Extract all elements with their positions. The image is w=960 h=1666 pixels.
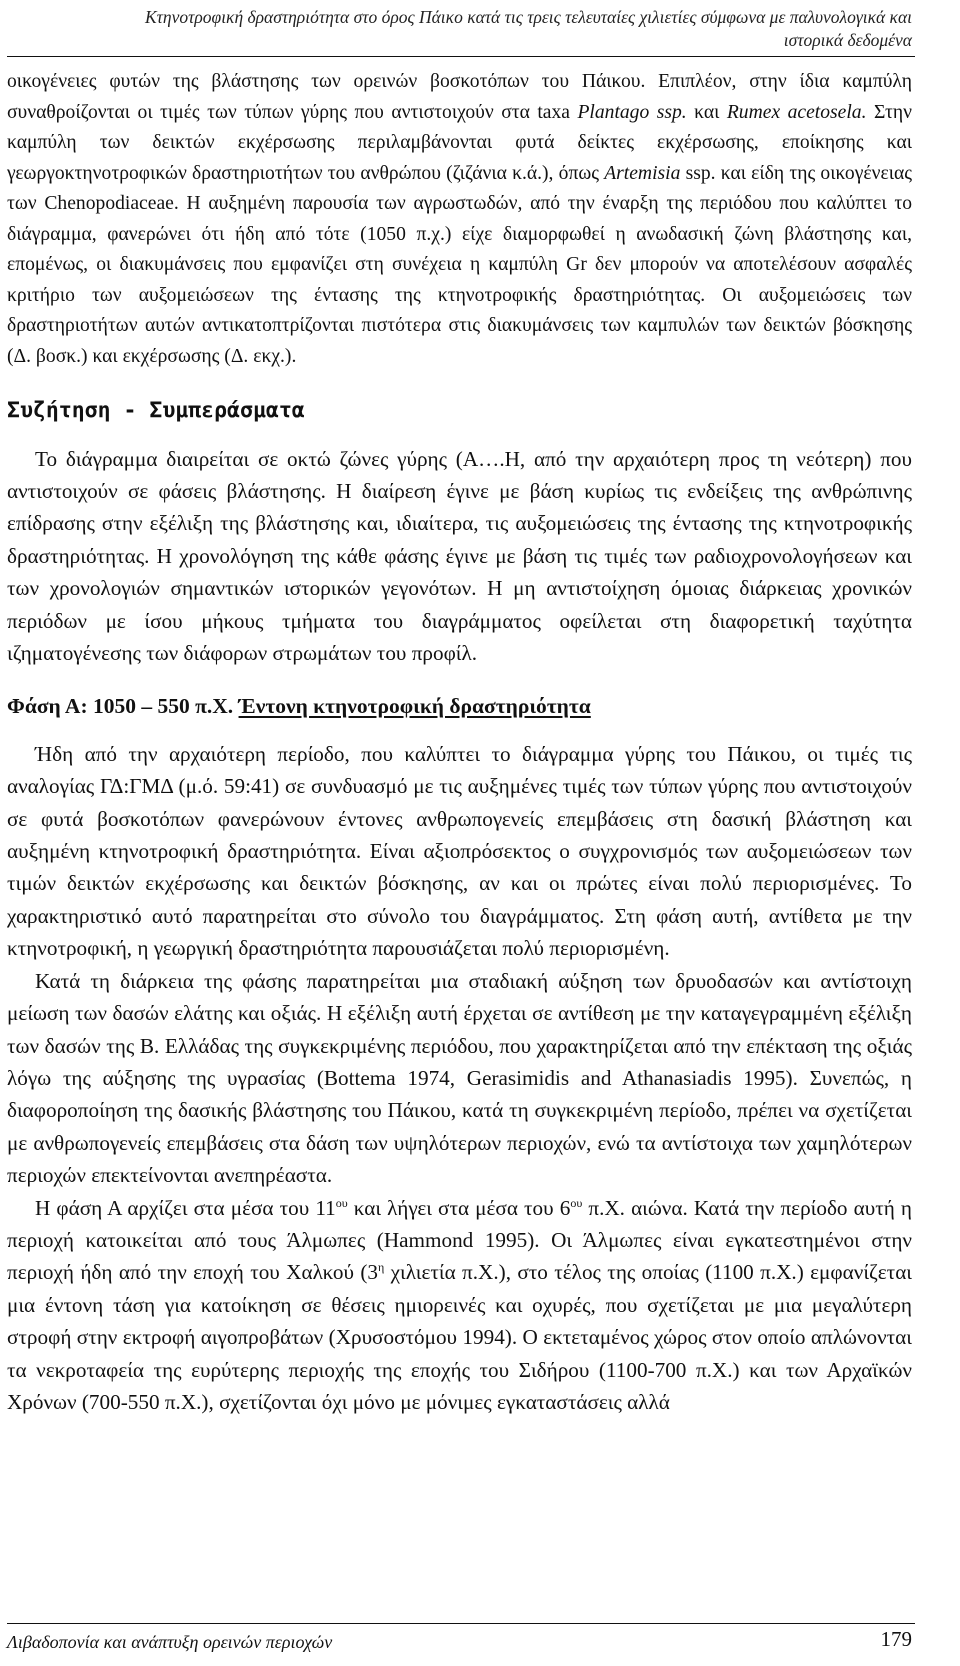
footer-rule bbox=[7, 1623, 915, 1624]
continuation-paragraph: οικογένειες φυτών της βλάστησης των ορεινών βοσκοτόπων του Πάικου. Επιπλέον, στην ίδια καμπύλη συναθροίζονται οι τιμές των τύπων γύρης που αντιστοιχούν στα taxa Plantago ssp. και Rumex acetosela. Στην καμπύλη των δεικτών εκχέρσωσης περιλαμβάνονται φυτά δείκτες εκχέρσωσης, εποίκησης και γεωργοκτηνοτροφικών δραστηριοτήτων του ανθρώπου (ζιζάνια κ.ά.), όπως Artemisia ssp. και είδη της οικογένειας των Chenopodiaceae. Η αυξημένη παρουσία των αγρωστωδών, από την έναρξη της περιόδου που καλύπτει το διάγραμμα, φανερώνει ότι ήδη από τότε (1050 π.χ.) είχε διαμορφωθεί η ανωδασική ζώνη βλάστησης και, επομένως, οι διακυμάνσεις που εμφανίζει στη συνέχεια η καμπύλη Gr δεν μπορούν να αποτελέσουν ασφαλές κριτήριο των αυξομειώσεων της έντασης της κτηνοτροφικής δραστηριότητας. Οι αυξομειώσεις των δραστηριοτήτων αυτών αντικατοπτρίζονται πιστότερα στις διακυμάνσεις των καμπυλών των δεικτών βόσκησης (Δ. βοσκ.) και εκχέρσωσης (Δ. εκχ.). bbox=[7, 71, 912, 367]
footer-title: Λιβαδοπονία και ανάπτυξη ορεινών περιοχών bbox=[7, 1632, 333, 1652]
taxon-name: Plantago ssp. bbox=[577, 101, 687, 123]
superscript: η bbox=[377, 1260, 385, 1275]
phase-paragraph: Κατά τη διάρκεια της φάσης παρατηρείται μια σταδιακή αύξηση των δρυοδασών και αντίστοιχη μείωση των δασών ελάτης και οξιάς. Η εξέλιξη αυτή έρχεται σε αντίθεση με την καταγεγραμμένη εξέλιξη των δασών της Β. Ελλάδας της συγκεκριμένης περιόδου, που χαρακτηρίζεται από την επέκταση της οξιάς λόγω της αύξησης της υγρασίας (Bottema 1974, Gerasimidis and Athanasiadis 1995). Συνεπώς, η διαφοροποίηση της δασικής βλάστησης του Πάικου, κατά τη συγκεκριμένη περίοδο, πρέπει να σχετίζεται με ανθρωπογενείς επεμβάσεις στα δάση των υψηλότερων περιοχών, ενώ τα αντίστοιχα των χαμηλότερων περιοχών επεκτείνονται ανεπηρέαστα. bbox=[7, 968, 912, 1188]
phase-heading-date: Φάση Α: 1050 – 550 π.Χ. bbox=[7, 694, 234, 719]
taxon-name: Artemisia bbox=[604, 162, 681, 184]
taxon-name: Rumex acetosela. bbox=[726, 101, 867, 123]
phase-heading bbox=[7, 691, 912, 722]
phase-heading-title: Έντονη κτηνοτροφική δραστηριότητα bbox=[238, 694, 591, 719]
phase-paragraph: Ήδη από την αρχαιότερη περίοδο, που καλύπτει το διάγραμμα γύρης του Πάικου, οι τιμές τις αναλογίας ΓΔ:ΓΜΔ (μ.ό. 59:41) σε συνδυασμό με τις αυξημένες τιμές των τύπων γύρης που αντιστοιχούν σε φυτά βοσκοτόπων φανερώνουν έντονες ανθρωπογενείς επεμβάσεις στη δασική βλάστηση και αυξημένη κτηνοτροφική δραστηριότητα. Είναι αξιοπρόσεκτος ο συγχρονισμός των αυξομειώσεων των τιμών δεικτών εκχέρσωσης και δεικτών βόσκησης, αν και οι πρώτες είναι πολύ περιορισμένες. Το χαρακτηριστικό αυτό παρατηρείται στο σύνολο του διαγράμματος. Στη φάση αυτή, αντίθετα με την κτηνοτροφική, η γεωργική δραστηριότητα παρουσιάζεται πολύ περιορισμένη. bbox=[7, 741, 912, 961]
page-number: 179 bbox=[880, 1627, 912, 1651]
section-paragraph: Το διάγραμμα διαιρείται σε οκτώ ζώνες γύρης (Α….Η, από την αρχαιότερη προς τη νεότερη) που αντιστοιχούν σε φάσεις βλάστησης. Η διαίρεση έγινε με βάση κυρίως τις ενδείξεις της ανθρώπινης επίδρασης στην εξέλιξη της βλάστησης και, ιδιαίτερα, τις αυξομειώσεις της έντασης της κτηνοτροφικής δραστηριότητας. Η χρονολόγηση της κάθε φάσης έγινε με βάση τις τιμές των ραδιοχρονολογήσεων και των χρονολογιών σημαντικών ιστορικών γεγονότων. Η μη αντιστοίχηση όμοιας διάρκειας χρονικών περιόδων με ίσου μήκους τμήματα του διαγράμματος οφείλεται στη διαφορετική ταχύτητα ιζηματογένεσης των διάφορων στρωμάτων του προφίλ. bbox=[7, 446, 912, 665]
superscript: ου bbox=[570, 1195, 583, 1210]
section-heading: Συζήτηση - Συμπεράσματα bbox=[7, 398, 305, 423]
header-rule bbox=[7, 56, 915, 57]
running-header: Κτηνοτροφική δραστηριότητα στο όρος Πάικο κατά τις τρεις τελευταίες χιλιετίες σύμφωνα με παλυνολογικά και ιστορικά δεδομένα bbox=[144, 7, 912, 50]
superscript: ου bbox=[335, 1195, 348, 1210]
body-text bbox=[7, 67, 912, 1418]
phase-paragraph: Η φάση Α αρχίζει στα μέσα του $11^{o\upsilon}$ και λήγει στα μέσα του $6^{o\upsilon}$ π.Χ. αιώνα. Κατά την περίοδο αυτή η περιοχή κατοικείται από τους Άλμωπες (Hammond 1995). Οι Άλμωπες είναι εγκατεστημένοι στην περιοχή ήδη από την εποχή του Χαλκού ($3^\eta$ χιλιετία π.Χ.), στο τέλος της οποίας (1100 π.Χ.) εμφανίζεται μια έντονη τάση για κατοίκηση σε θέσεις ημιορεινές και οχυρές, που σχετίζεται με μια μεγαλύτερη στροφή στην εκτροφή αιγοπροβάτων (Χρυσοστόμου 1994). Ο εκτεταμένος χώρος στον οποίο απλώνονται τα νεκροταφεία της ευρύτερης περιοχής της εποχής του Σιδήρου (1100-700 π.Χ.) και των Αρχαϊκών Χρόνων (700-550 π.Χ.), σχετίζονται όχι μόνο με μόνιμες εγκαταστάσεις αλλά bbox=[7, 1195, 912, 1414]
